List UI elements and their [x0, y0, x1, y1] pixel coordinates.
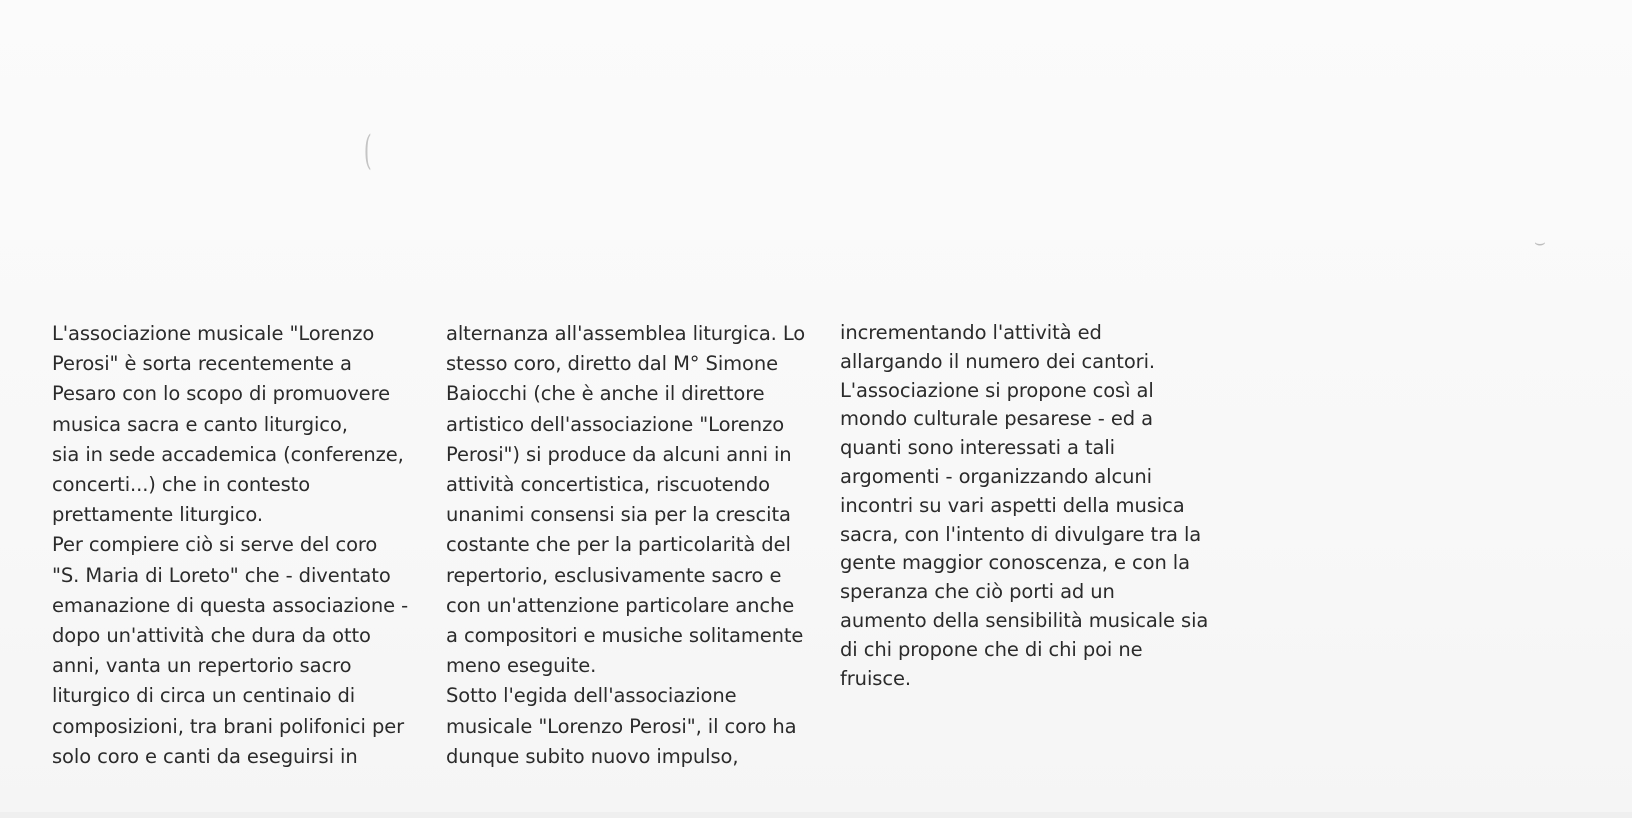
text-line: artistico dell'associazione "Lorenzo [446, 412, 785, 436]
text-line: meno eseguite. [446, 654, 597, 678]
text-line: di chi propone che di chi poi ne [840, 637, 1143, 661]
text-line: alternanza all'assemblea liturgica. Lo [446, 322, 806, 345]
text-line: allargando il numero dei cantori. [840, 349, 1155, 373]
text-line: gente maggior conoscenza, e con la [840, 551, 1190, 575]
text-line: repertorio, esclusivamente sacro e [446, 563, 782, 587]
text-line: aumento della sensibilità musicale sia [840, 608, 1209, 632]
text-line: "S. Maria di Loreto" che - diventato [52, 563, 391, 587]
text-line: Perosi") si produce da alcuni anni in [446, 442, 792, 466]
text-line: concerti...) che in contesto [52, 473, 311, 497]
text-line: musica sacra e canto liturgico, [52, 412, 348, 436]
text-line: solo coro e canti da eseguirsi in [52, 744, 358, 768]
scan-mark: ( [363, 128, 372, 174]
text-line: incontri su vari aspetti della musica [840, 493, 1185, 517]
text-line: dopo un'attività che dura da otto [52, 624, 371, 648]
text-line: Pesaro con lo scopo di promuovere [52, 382, 390, 406]
text-column-2 [446, 319, 805, 772]
text-line: Baiocchi (che è anche il direttore [446, 382, 765, 406]
text-line: prettamente liturgico. [52, 503, 264, 527]
text-line: a compositori e musiche solitamente [446, 624, 804, 648]
text-line: incrementando l'attività ed [840, 321, 1102, 344]
text-line: L'associazione musicale "Lorenzo [52, 322, 375, 345]
text-line: con un'attenzione particolare anche [446, 593, 795, 617]
text-line: L'associazione si propone così al [840, 378, 1154, 402]
text-line: liturgico di circa un centinaio di [52, 684, 356, 708]
text-line: dunque subito nuovo impulso, [446, 744, 739, 768]
text-line: anni, vanta un repertorio sacro [52, 654, 352, 678]
text-line: attività concertistica, riscuotendo [446, 473, 770, 497]
text-column-1 [52, 319, 408, 772]
text-line: unanimi consensi sia per la crescita [446, 503, 791, 527]
text-line: speranza che ciò porti ad un [840, 580, 1115, 604]
text-line: argomenti - organizzando alcuni [840, 464, 1152, 488]
text-line: Sotto l'egida dell'associazione [446, 684, 737, 708]
text-line: fruisce. [840, 666, 911, 690]
text-line: mondo culturale pesarese - ed a [840, 407, 1153, 431]
scan-mark: ⌣ [1534, 232, 1546, 253]
text-line: emanazione di questa associazione - [52, 593, 409, 617]
text-line: stesso coro, diretto dal M° Simone [446, 352, 779, 376]
text-line: Per compiere ciò si serve del coro [52, 533, 378, 557]
text-column-3 [840, 319, 1208, 693]
text-line: musicale "Lorenzo Perosi", il coro ha [446, 714, 797, 738]
text-line: quanti sono interessati a tali [840, 436, 1115, 460]
text-line: sia in sede accademica (conferenze, [52, 442, 404, 466]
text-line: composizioni, tra brani polifonici per [52, 714, 405, 738]
text-line: costante che per la particolarità del [446, 533, 791, 557]
text-line: Perosi" è sorta recentemente a [52, 352, 352, 376]
text-line: sacra, con l'intento di divulgare tra la [840, 522, 1202, 546]
page-bottom-edge [0, 812, 1632, 818]
